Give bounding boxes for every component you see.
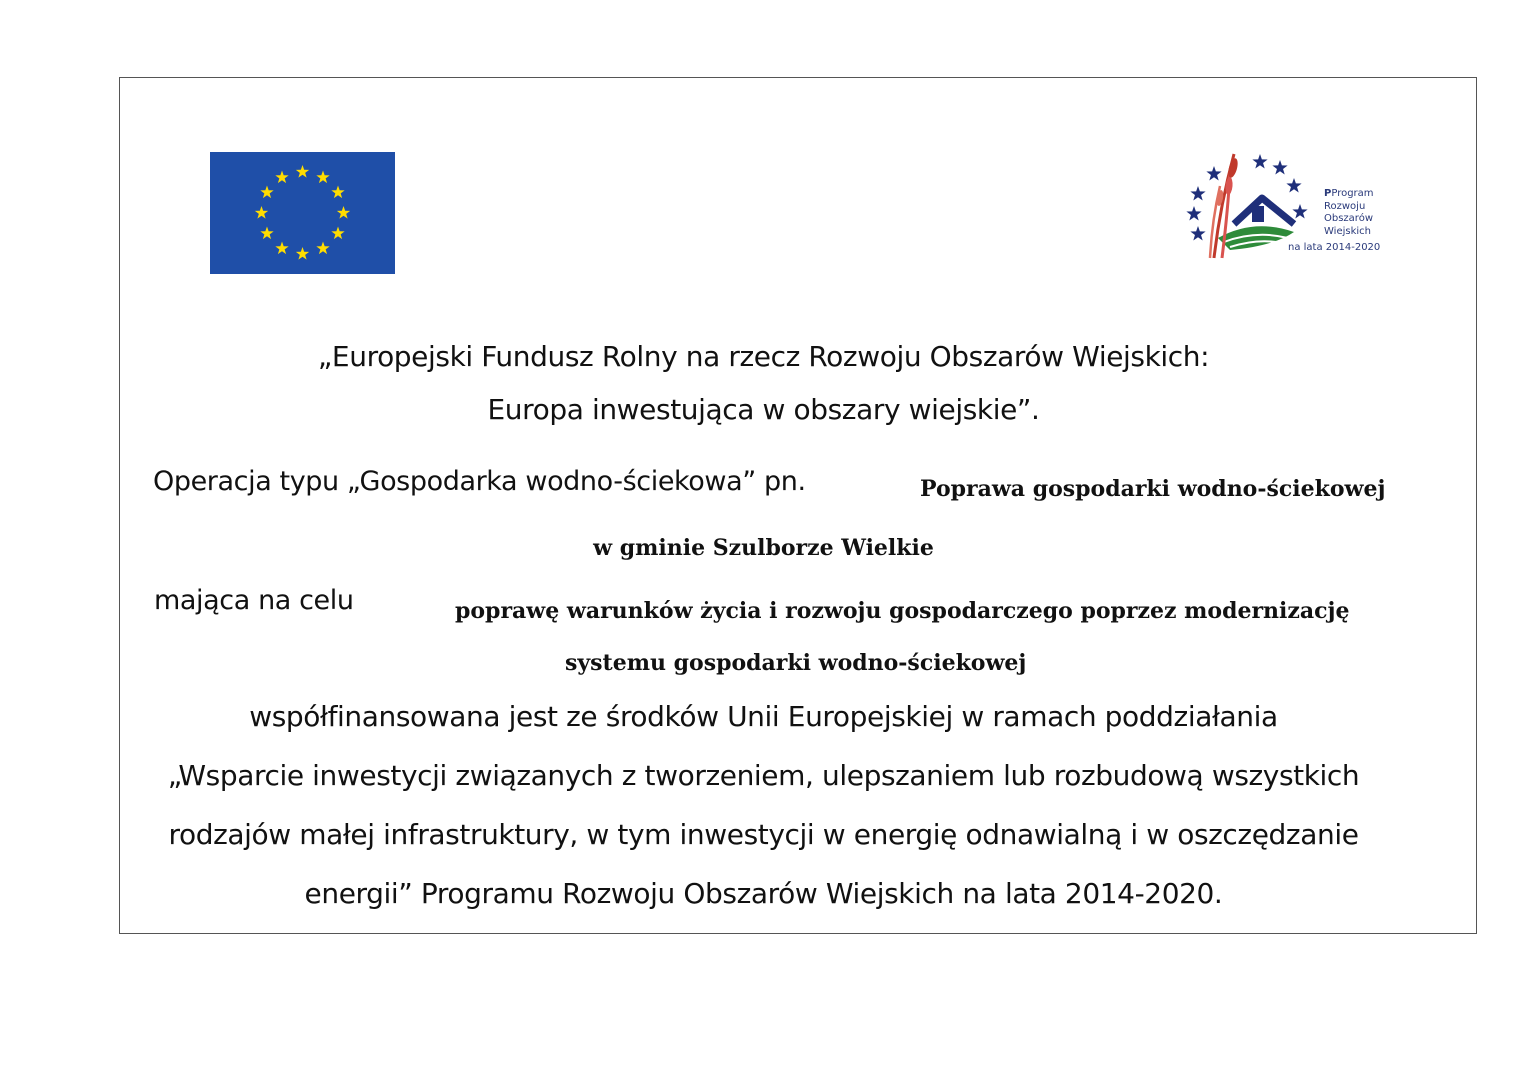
prow-star-icon bbox=[1190, 186, 1205, 200]
heading-line-2: Europa inwestująca w obszary wiejskie”. bbox=[487, 393, 1040, 426]
prow-star-icon bbox=[1186, 206, 1201, 220]
eu-flag-icon bbox=[210, 152, 395, 274]
financing-line-1: współfinansowana jest ze środków Unii Europejskiej w ramach poddziałania bbox=[249, 700, 1278, 733]
goal-text-line-2: systemu gospodarki wodno-ściekowej bbox=[565, 650, 1027, 676]
prow-line-rozwoju: Rozwoju bbox=[1324, 200, 1366, 212]
goal-text-line-1: poprawę warunków życia i rozwoju gospodarczego poprzez modernizację bbox=[455, 598, 1350, 624]
operation-prefix: Operacja typu „Gospodarka wodno-ściekowa” pn. bbox=[153, 466, 806, 497]
financing-line-2: „Wsparcie inwestycji związanych z tworzeniem, ulepszaniem lub rozbudową wszystkich bbox=[167, 759, 1360, 792]
prow-star-icon bbox=[1272, 160, 1287, 174]
prow-star-icon bbox=[1190, 226, 1205, 240]
goal-prefix: mająca na celu bbox=[154, 585, 354, 616]
prow-line-program: PProgram bbox=[1324, 188, 1374, 199]
prow-star-icon bbox=[1286, 178, 1301, 192]
prow-star-icon bbox=[1206, 166, 1221, 180]
prow-years: na lata 2014-2020 bbox=[1288, 242, 1381, 253]
prow-line-wiejskich: Wiejskich bbox=[1324, 225, 1371, 237]
prow-star-icon bbox=[1292, 204, 1307, 218]
financing-line-4: energii” Programu Rozwoju Obszarów Wiejskich na lata 2014-2020. bbox=[304, 877, 1223, 910]
prow-line-obszarow: Obszarów bbox=[1324, 213, 1373, 224]
financing-line-3: rodzajów małej infrastruktury, w tym inwestycji w energię odnawialną i w oszczędzanie bbox=[168, 818, 1359, 851]
heading-line-1: „Europejski Fundusz Rolny na rzecz Rozwoju Obszarów Wiejskich: bbox=[317, 340, 1210, 373]
prow-star-icon bbox=[1252, 154, 1267, 168]
operation-name-line-2: w gminie Szulborze Wielkie bbox=[593, 535, 934, 561]
operation-name-line-1: Poprawa gospodarki wodno-ściekowej bbox=[920, 476, 1386, 502]
prow-logo-text bbox=[1324, 188, 1374, 238]
